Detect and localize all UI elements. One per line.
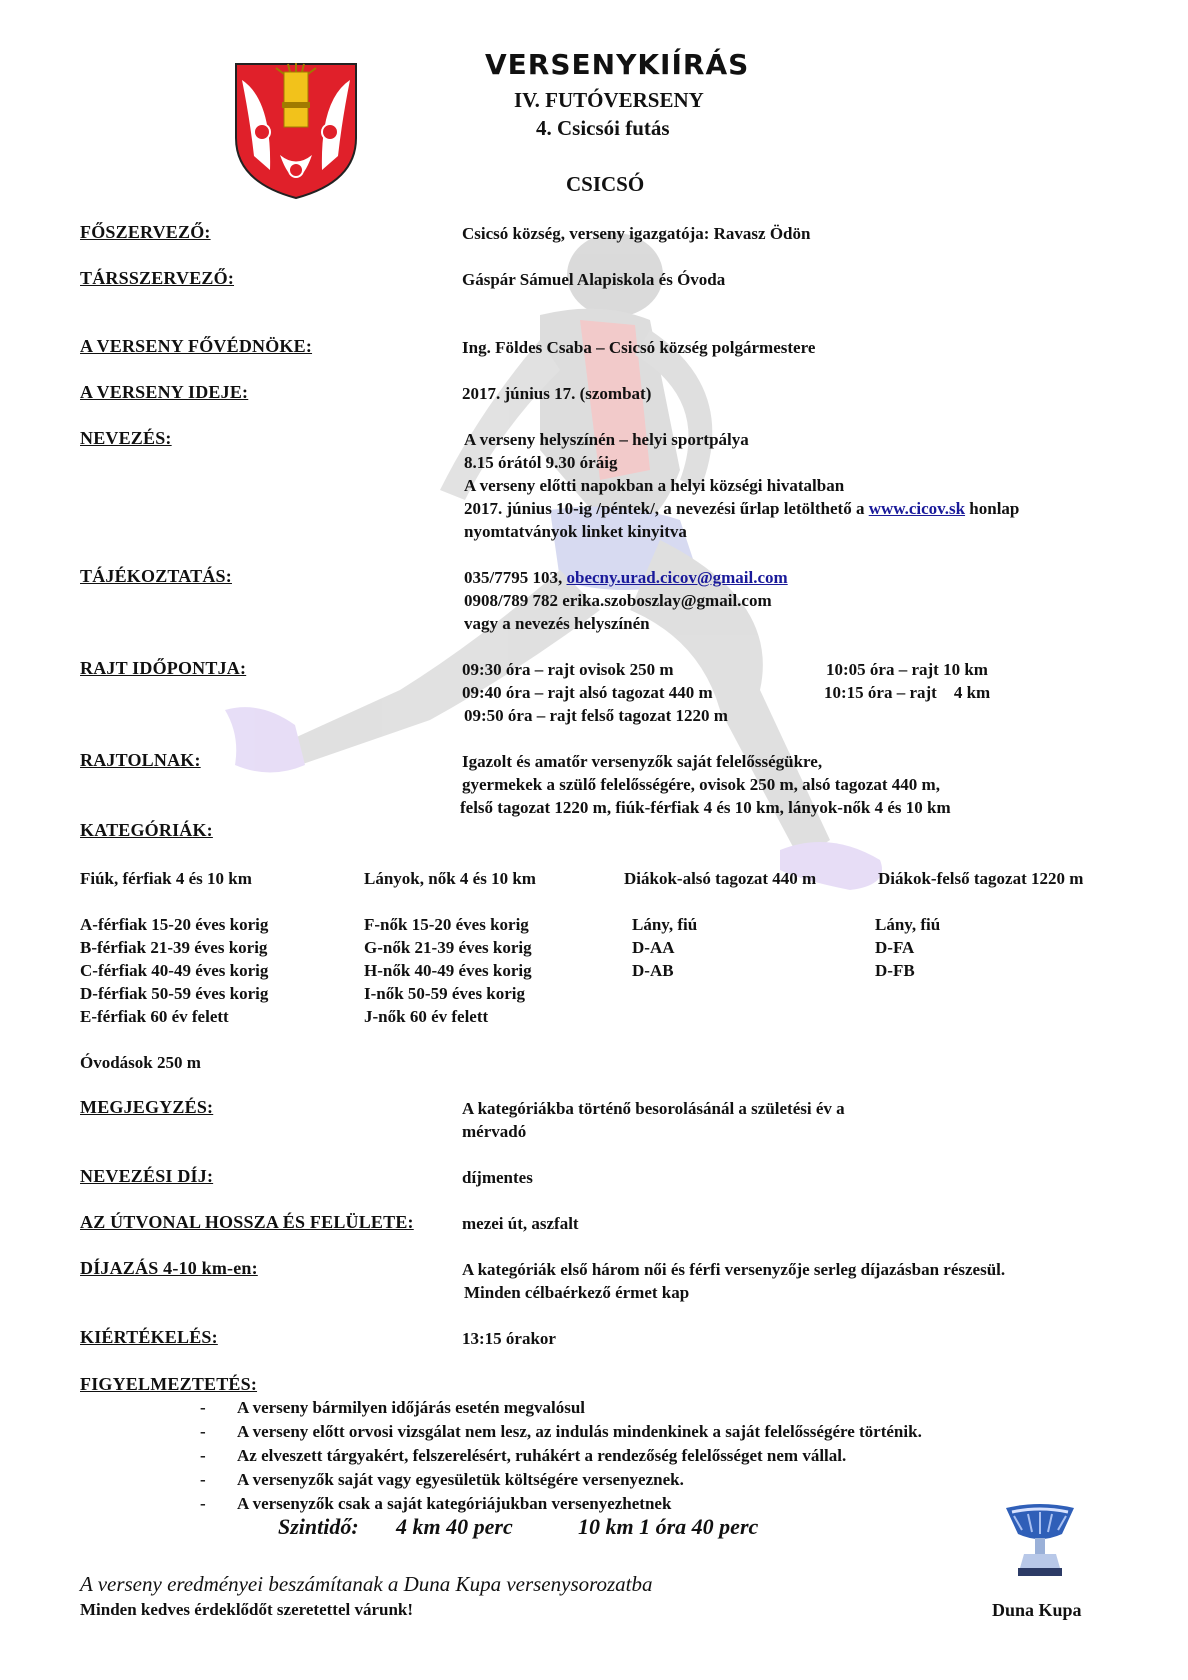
nevezes-line-3: A verseny előtti napokban a helyi községi hivatalban [464,476,845,495]
category-item: B-férfiak 21-39 éves korig [80,938,268,957]
category-header-lower: Diákok-alsó tagozat 440 m [624,869,817,888]
email-link[interactable]: obecny.urad.cicov@gmail.com [566,568,788,587]
category-item: A-férfiak 15-20 éves korig [80,915,269,934]
megjegyzes-line-1: A kategóriákba történő besorolásánál a születési év a [462,1099,845,1118]
village-coat-of-arms [232,60,360,200]
dijazas-line-1: A kategóriák első három női és férfi versenyzője serleg díjazásban részesül. [462,1260,1006,1279]
category-item: D-FB [875,961,915,980]
category-item: J-nők 60 év felett [364,1007,489,1026]
nevezes-line-1: A verseny helyszínén – helyi sportpálya [464,430,749,449]
nevezes-line-4 [464,497,1019,520]
nevezes-line-4-text: 2017. június 10-ig /péntek/, a nevezési űrlap letölthető a [464,499,869,518]
label-kategoriak: KATEGÓRIÁK: [80,820,213,840]
label-fovednok: A VERSENY FŐVÉDNÖKE: [80,336,313,356]
warning-item: Az elveszett tárgyakért, felszerelésért, ruhákért a rendezőség felelősséget nem vállal. [237,1446,847,1465]
value-foszervezo: Csicsó község, verseny igazgatója: Ravasz Ödön [462,224,811,243]
label-ideje: A VERSENY IDEJE: [80,382,249,402]
bullet-dash: - [200,1398,206,1417]
tajekoztatas-line-2: 0908/789 782 erika.szoboszlay@gmail.com [464,591,772,610]
website-link[interactable]: www.cicov.sk [868,499,966,518]
szintido-label: Szintidő: [278,1514,359,1539]
document-subtitle: IV. FUTÓVERSENY [514,88,704,112]
category-item: Lány, fiú [632,915,698,934]
warning-item: A versenyzők csak a saját kategóriájukban versenyezhetnek [237,1494,672,1513]
tajekoztatas-line-1 [464,566,788,589]
nevezes-line-5: nyomtatványok linket kinyitva [464,522,687,541]
nevezes-line-2: 8.15 órától 9.30 óráig [464,453,618,472]
event-place: CSICSÓ [566,172,645,196]
category-ovodasok: Óvodások 250 m [80,1053,201,1072]
event-name: 4. Csicsói futás [536,116,670,140]
rajt-left-2: 09:40 óra – rajt alsó tagozat 440 m [462,683,713,702]
label-rajtolnak: RAJTOLNAK: [80,750,201,770]
category-item: D-AA [632,938,675,957]
label-foszervezo: FŐSZERVEZŐ: [80,222,211,242]
rajt-left-3: 09:50 óra – rajt felső tagozat 1220 m [464,706,728,725]
category-item: G-nők 21-39 éves korig [364,938,532,957]
label-rajt: RAJT IDŐPONTJA: [80,658,247,678]
category-item: D-AB [632,961,674,980]
category-item: Lány, fiú [875,915,941,934]
warning-item: A verseny bármilyen időjárás esetén megvalósul [237,1398,585,1417]
bullet-dash: - [200,1446,206,1465]
category-item: C-férfiak 40-49 éves korig [80,961,269,980]
label-kiertekeles: KIÉRTÉKELÉS: [80,1327,218,1347]
category-item: I-nők 50-59 éves korig [364,984,526,1003]
value-nevezesi-dij: díjmentes [462,1168,533,1187]
category-item: F-nők 15-20 éves korig [364,915,529,934]
rajt-right-2: 10:15 óra – rajt 4 km [824,683,991,702]
rajt-right-1: 10:05 óra – rajt 10 km [826,660,988,679]
warning-item: A verseny előtt orvosi vizsgálat nem lesz, az indulás mindenkinek a saját felelősségére történik. [237,1422,922,1441]
trophy-caption: Duna Kupa [992,1600,1082,1620]
dijazas-line-2: Minden célbaérkező érmet kap [464,1283,690,1302]
footer-welcome: Minden kedves érdeklődőt szeretettel várunk! [80,1600,414,1619]
label-dijazas: DÍJAZÁS 4-10 km-en: [80,1258,258,1278]
bullet-dash: - [200,1470,206,1489]
value-ideje: 2017. június 17. (szombat) [462,384,652,403]
trophy-cup-image [1000,1500,1080,1580]
warning-item: A versenyzők saját vagy egyesületük költségére versenyeznek. [237,1470,684,1489]
category-header-boys: Fiúk, férfiak 4 és 10 km [80,869,252,888]
label-megjegyzes: MEGJEGYZÉS: [80,1097,214,1117]
megjegyzes-line-2: mérvadó [462,1122,527,1141]
label-tarsszervezo: TÁRSSZERVEZŐ: [80,268,235,288]
rajtolnak-line-1: Igazolt és amatőr versenyzők saját felelősségükre, [462,752,823,771]
value-fovednok: Ing. Földes Csaba – Csicsó község polgármestere [462,338,816,357]
document-title: VERSENYKIÍRÁS [485,48,750,81]
tajekoztatas-line-3: vagy a nevezés helyszínén [464,614,650,633]
rajt-left-1: 09:30 óra – rajt ovisok 250 m [462,660,674,679]
category-item: E-férfiak 60 év felett [80,1007,229,1026]
rajtolnak-line-3: felső tagozat 1220 m, fiúk-férfiak 4 és 10 km, lányok-nők 4 és 10 km [460,798,951,817]
label-tajekoztatas: TÁJÉKOZTATÁS: [80,566,232,586]
value-kiertekeles: 13:15 órakor [462,1329,556,1348]
label-nevezes: NEVEZÉS: [80,428,172,448]
rajtolnak-line-2: gyermekek a szülő felelősségére, ovisok 250 m, alsó tagozat 440 m, [462,775,940,794]
value-utvonal: mezei út, aszfalt [462,1214,579,1233]
label-nevezesi-dij: NEVEZÉSI DÍJ: [80,1166,214,1186]
category-item: D-FA [875,938,915,957]
phone-number: 035/7795 103, [464,568,567,587]
label-utvonal: AZ ÚTVONAL HOSSZA ÉS FELÜLETE: [80,1212,414,1232]
footer-cup-note: A verseny eredményei beszámítanak a Duna Kupa versenysorozatba [80,1572,653,1596]
category-item: D-férfiak 50-59 éves korig [80,984,269,1003]
bullet-dash: - [200,1494,206,1513]
value-tarsszervezo: Gáspár Sámuel Alapiskola és Óvoda [462,270,726,289]
szintido-4km: 4 km 40 perc [396,1514,513,1539]
category-header-girls: Lányok, nők 4 és 10 km [364,869,536,888]
szintido-10km: 10 km 1 óra 40 perc [578,1514,759,1539]
nevezes-line-4-suffix: honlap [965,499,1020,518]
category-item: H-nők 40-49 éves korig [364,961,532,980]
bullet-dash: - [200,1422,206,1441]
label-figyelmeztetes: FIGYELMEZTETÉS: [80,1374,258,1394]
category-header-upper: Diákok-felső tagozat 1220 m [878,869,1084,888]
